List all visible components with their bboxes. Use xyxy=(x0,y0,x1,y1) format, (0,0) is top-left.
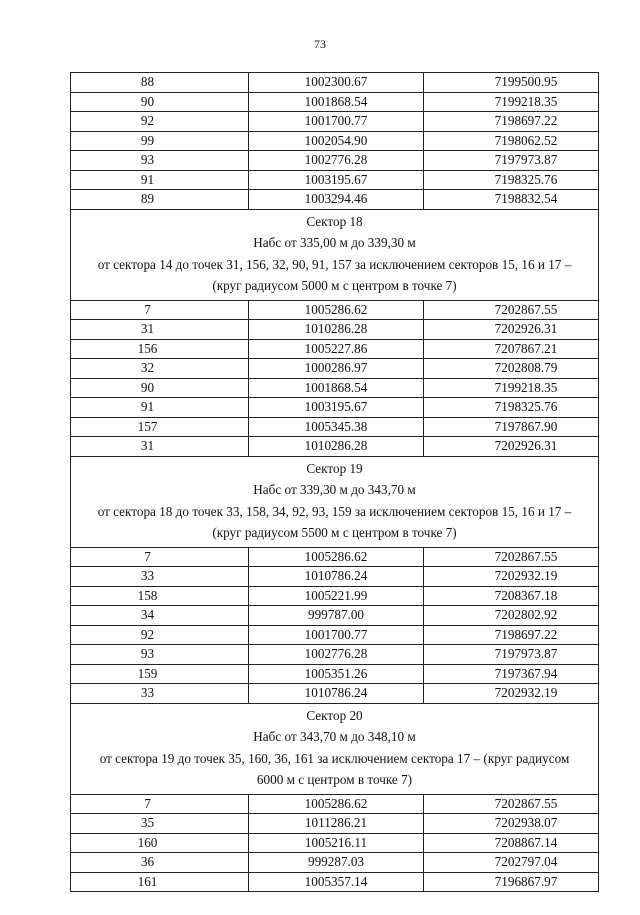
table-row xyxy=(71,625,599,645)
x-coordinate-cell: 1005351.26 xyxy=(249,664,424,684)
y-coordinate-cell: 7208867.14 xyxy=(424,833,599,853)
y-coordinate-cell: 7197867.90 xyxy=(424,417,599,437)
table-row xyxy=(71,112,599,132)
point-number-cell: 157 xyxy=(71,417,249,437)
point-number-cell: 92 xyxy=(71,625,249,645)
table-row xyxy=(71,300,599,320)
y-coordinate-cell: 7199500.95 xyxy=(424,73,599,93)
table-row xyxy=(71,814,599,834)
table-row xyxy=(71,547,599,567)
x-coordinate-cell: 1005286.62 xyxy=(249,547,424,567)
sector-description: от сектора 18 до точек 33, 158, 34, 92, 93, 159 за исключением секторов 15, 16 и 17 – xyxy=(97,503,572,519)
sector-title: Сектор 20 xyxy=(306,707,363,723)
y-coordinate-cell: 7202867.55 xyxy=(424,547,599,567)
page-number: 73 xyxy=(314,37,326,51)
x-coordinate-cell: 1001868.54 xyxy=(249,378,424,398)
y-coordinate-cell: 7198697.22 xyxy=(424,112,599,132)
point-number-cell: 160 xyxy=(71,833,249,853)
point-number-cell: 93 xyxy=(71,645,249,665)
x-coordinate-cell: 1005357.14 xyxy=(249,872,424,892)
x-coordinate-cell: 1002776.28 xyxy=(249,151,424,171)
sector-description-cont: (круг радиусом 5500 м с центром в точке 7) xyxy=(212,525,457,540)
y-coordinate-cell: 7197973.87 xyxy=(424,151,599,171)
table-row xyxy=(71,567,599,587)
point-number-cell: 88 xyxy=(71,73,249,93)
y-coordinate-cell: 7199218.35 xyxy=(424,378,599,398)
point-number-cell: 92 xyxy=(71,112,249,132)
y-coordinate-cell: 7196867.97 xyxy=(424,872,599,892)
y-coordinate-cell: 7199218.35 xyxy=(424,92,599,112)
point-number-cell: 99 xyxy=(71,131,249,151)
x-coordinate-cell: 1010286.28 xyxy=(249,437,424,457)
table-row xyxy=(71,170,599,190)
point-number-cell: 7 xyxy=(71,300,249,320)
point-number-cell: 156 xyxy=(71,339,249,359)
sector-title: Сектор 19 xyxy=(306,460,363,476)
table-row xyxy=(71,398,599,418)
table-row xyxy=(71,794,599,814)
y-coordinate-cell: 7202867.55 xyxy=(424,794,599,814)
coordinates-table xyxy=(70,72,599,892)
point-number-cell: 93 xyxy=(71,151,249,171)
point-number-cell: 33 xyxy=(71,567,249,587)
x-coordinate-cell: 1010786.24 xyxy=(249,567,424,587)
x-coordinate-cell: 999787.00 xyxy=(249,606,424,626)
sector-description-cont: 6000 м с центром в точке 7) xyxy=(256,772,413,787)
table-row xyxy=(71,151,599,171)
x-coordinate-cell: 1002054.90 xyxy=(249,131,424,151)
point-number-cell: 90 xyxy=(71,378,249,398)
x-coordinate-cell: 1000286.97 xyxy=(249,359,424,379)
y-coordinate-cell: 7202932.19 xyxy=(424,684,599,704)
x-coordinate-cell: 1005216.11 xyxy=(249,833,424,853)
y-coordinate-cell: 7202802.92 xyxy=(424,606,599,626)
point-number-cell: 90 xyxy=(71,92,249,112)
table-row xyxy=(71,378,599,398)
point-number-cell: 159 xyxy=(71,664,249,684)
table-row xyxy=(71,359,599,379)
sector-description: от сектора 19 до точек 35, 160, 36, 161 за исключением сектора 17 – (круг радиусом xyxy=(99,750,570,766)
x-coordinate-cell: 1001868.54 xyxy=(249,92,424,112)
point-number-cell: 91 xyxy=(71,170,249,190)
y-coordinate-cell: 7197367.94 xyxy=(424,664,599,684)
y-coordinate-cell: 7202797.04 xyxy=(424,853,599,873)
x-coordinate-cell: 1011286.21 xyxy=(249,814,424,834)
point-number-cell: 31 xyxy=(71,320,249,340)
x-coordinate-cell: 1010786.24 xyxy=(249,684,424,704)
table-row xyxy=(71,833,599,853)
sector-description: от сектора 14 до точек 31, 156, 32, 90, 91, 157 за исключением секторов 15, 16 и 17 – xyxy=(97,256,572,272)
table-row xyxy=(71,92,599,112)
point-number-cell: 32 xyxy=(71,359,249,379)
table-row xyxy=(71,190,599,210)
x-coordinate-cell: 1002776.28 xyxy=(249,645,424,665)
sector-height-range: Набс от 335,00 м до 339,30 м xyxy=(253,235,416,250)
table-row xyxy=(71,131,599,151)
x-coordinate-cell: 999287.03 xyxy=(249,853,424,873)
point-number-cell: 158 xyxy=(71,586,249,606)
sector-header xyxy=(71,703,599,794)
table-row xyxy=(71,645,599,665)
sector-height-range: Набс от 343,70 м до 348,10 м xyxy=(253,729,416,744)
table-row xyxy=(71,606,599,626)
y-coordinate-cell: 7202926.31 xyxy=(424,437,599,457)
table-row xyxy=(71,586,599,606)
sector-header-row xyxy=(71,456,599,547)
table-row xyxy=(71,684,599,704)
x-coordinate-cell: 1005227.86 xyxy=(249,339,424,359)
x-coordinate-cell: 1005221.99 xyxy=(249,586,424,606)
point-number-cell: 161 xyxy=(71,872,249,892)
y-coordinate-cell: 7202938.07 xyxy=(424,814,599,834)
x-coordinate-cell: 1003294.46 xyxy=(249,190,424,210)
y-coordinate-cell: 7198325.76 xyxy=(424,398,599,418)
x-coordinate-cell: 1002300.67 xyxy=(249,73,424,93)
sector-height-range: Набс от 339,30 м до 343,70 м xyxy=(253,482,416,497)
sector-header-row xyxy=(71,703,599,794)
point-number-cell: 35 xyxy=(71,814,249,834)
sector-title: Сектор 18 xyxy=(306,213,363,229)
y-coordinate-cell: 7198832.54 xyxy=(424,190,599,210)
x-coordinate-cell: 1003195.67 xyxy=(249,398,424,418)
y-coordinate-cell: 7208367.18 xyxy=(424,586,599,606)
sector-header-row xyxy=(71,209,599,300)
point-number-cell: 36 xyxy=(71,853,249,873)
x-coordinate-cell: 1005286.62 xyxy=(249,794,424,814)
y-coordinate-cell: 7198697.22 xyxy=(424,625,599,645)
x-coordinate-cell: 1001700.77 xyxy=(249,625,424,645)
x-coordinate-cell: 1001700.77 xyxy=(249,112,424,132)
point-number-cell: 7 xyxy=(71,547,249,567)
y-coordinate-cell: 7207867.21 xyxy=(424,339,599,359)
y-coordinate-cell: 7198325.76 xyxy=(424,170,599,190)
sector-header xyxy=(71,456,599,547)
table-row xyxy=(71,73,599,93)
y-coordinate-cell: 7198062.52 xyxy=(424,131,599,151)
table-row xyxy=(71,417,599,437)
table-row xyxy=(71,872,599,892)
table-row xyxy=(71,664,599,684)
sector-header xyxy=(71,209,599,300)
table-row xyxy=(71,437,599,457)
point-number-cell: 31 xyxy=(71,437,249,457)
x-coordinate-cell: 1003195.67 xyxy=(249,170,424,190)
point-number-cell: 34 xyxy=(71,606,249,626)
point-number-cell: 89 xyxy=(71,190,249,210)
y-coordinate-cell: 7202932.19 xyxy=(424,567,599,587)
table-row xyxy=(71,339,599,359)
y-coordinate-cell: 7202808.79 xyxy=(424,359,599,379)
sector-description-cont: (круг радиусом 5000 м с центром в точке 7) xyxy=(212,278,457,293)
y-coordinate-cell: 7197973.87 xyxy=(424,645,599,665)
y-coordinate-cell: 7202926.31 xyxy=(424,320,599,340)
point-number-cell: 33 xyxy=(71,684,249,704)
table-row xyxy=(71,853,599,873)
x-coordinate-cell: 1010286.28 xyxy=(249,320,424,340)
point-number-cell: 7 xyxy=(71,794,249,814)
x-coordinate-cell: 1005286.62 xyxy=(249,300,424,320)
point-number-cell: 91 xyxy=(71,398,249,418)
x-coordinate-cell: 1005345.38 xyxy=(249,417,424,437)
table-row xyxy=(71,320,599,340)
y-coordinate-cell: 7202867.55 xyxy=(424,300,599,320)
